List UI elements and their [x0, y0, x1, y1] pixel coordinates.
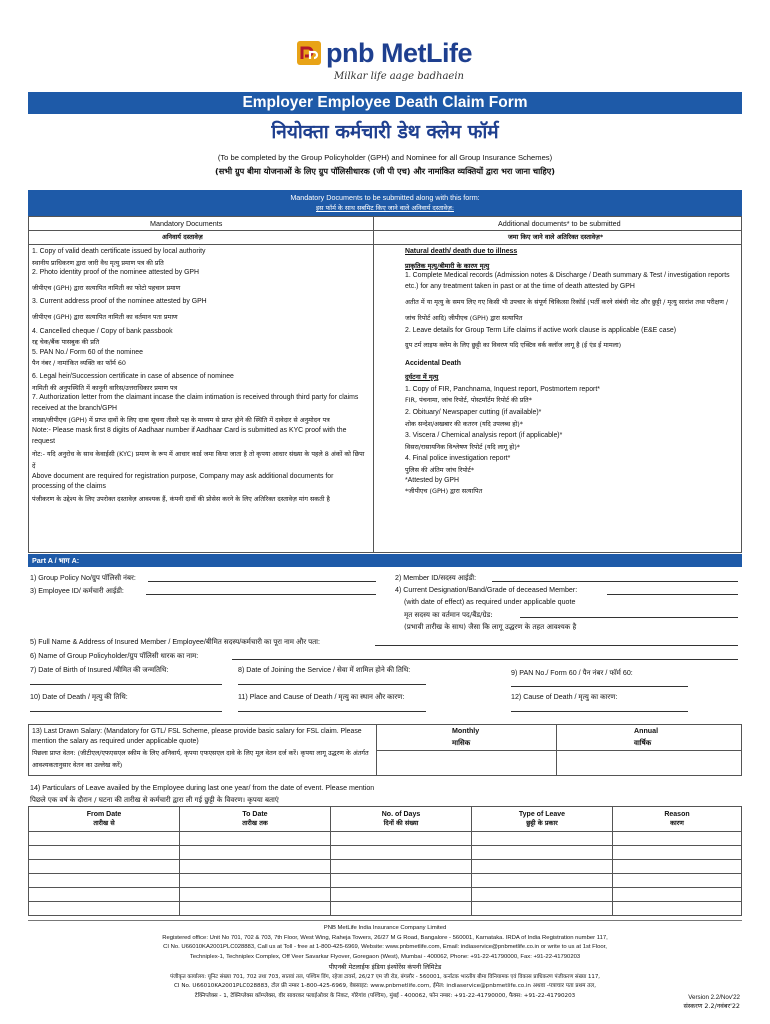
natural-death-head-hi: प्राकृतिक मृत्यु/बीमारी के कारण मृत्यु: [405, 261, 490, 270]
right-acc-3-hi: विसरा/रासायनिक विश्लेषण रिपोर्ट (यदि लागू हो)*: [405, 442, 521, 451]
subtitle-hi: (सभी ग्रुप बीमा योजनाओं के लिए ग्रुप पॉलिसीधारक (जी पी एच) और नामांकित व्यक्तियों द्वारा भरा जाना चाहिए): [214, 166, 555, 176]
kyc-note-en: Note:- Please mask first 8 digits of Aadhaar number if Aadhaar Card is submitted as KYC proof with the request: [32, 427, 347, 445]
attested-en: *Attested by GPH: [405, 476, 460, 484]
left-doc-7-hi: शाखा/जीपीएच (GPH) में प्राप्त दावों के लिए दावा सूचना तीसरे पक्ष के माध्यम से प्राप्त होने की स्थिति में दावेदार से अनुमोदन पत्र: [32, 416, 330, 425]
col-reason: Reason कारण: [613, 807, 742, 832]
place-cause-label: 11) Place and Cause of Death / मृत्यु का स्थान और कारण:: [238, 693, 405, 701]
attested-hi: *जीपीएच (GPH) द्वारा सत्यापित: [405, 487, 483, 496]
right-acc-3-en: 3. Viscera / Chemical analysis report (if applicable)*: [405, 432, 563, 440]
leave-label-hi: पिछले एक वर्ष के दौरान / घटना की तारीख से कर्मचारी द्वारा ली गई छुट्टी के विवरण। कृपया बताएं: [30, 795, 279, 804]
doj-input[interactable]: [238, 684, 426, 685]
dob-input[interactable]: [30, 684, 222, 685]
footer-company: PNB MetLife India Insurance Company Limited: [323, 925, 447, 931]
footer-company-hi: पीएनबी मेटलाईफ इंडिया इंश्योरेंस कंपनी लिमिटेड: [328, 962, 442, 971]
version-hi: संस्करण 2.2/नवंबर'22: [683, 1002, 740, 1010]
table-row[interactable]: [29, 888, 742, 902]
footer-reg-office: Registered office: Unit No 701, 702 & 703, 7th Floor, West Wing, Raheja Towers, 26/27 M G Road, Bangalore - 560001, Karnataka. IRDA of India Registration number 117,: [162, 934, 608, 941]
right-doc-list: [405, 247, 739, 497]
company-logo: [296, 36, 496, 86]
dod-label: 10) Date of Death / मृत्यु की तिथि:: [30, 693, 128, 701]
footer-contact-hi: CI No. U66010KA2001PLC028883, टोल फ्री नम्बर 1-800-425-6969, वेबसाइट: www.pnbmetlife.com, ईमेल: indiaservice@pnbmetlife.co.in अथवा -पत्राचार पता प्रथम तल,: [174, 983, 596, 990]
dob-label: 7) Date of Birth of Insured /बीमित की जन्मतिथि:: [30, 666, 169, 674]
gph-name-input[interactable]: [232, 659, 738, 660]
group-policy-label: 1) Group Policy No/ग्रुप पॉलिसी नंबर:: [30, 574, 136, 582]
insured-name-label: 5) Full Name & Address of Insured Member / Employee/बीमित सदस्य/कर्मचारी का पूरा नाम और पता:: [30, 638, 320, 646]
mandatory-docs-bar: [28, 190, 742, 216]
left-doc-6-hi: नामिती की अनुपस्थिति में कानूनी वारिस/उत्तराधिकार प्रमाण पत्र: [32, 383, 178, 392]
member-id-label: 2) Member ID/सदस्य आईडी:: [395, 574, 477, 582]
pan-label: 9) PAN No./ Form 60 / पैन नंबर / फॉर्म 60:: [511, 669, 633, 677]
cause-input[interactable]: [511, 711, 688, 712]
table-row[interactable]: [29, 846, 742, 860]
salary-label-hi: पिछला प्राप्त वेतन: (जीटीएल/एफएसएल स्कीम के लिए अनिवार्य, कृपया एफएसएल दावे के लिए मूल वेतन दर्ज करें। कृपया लागू उद्धरण के अंतर्गत आवश्यकतानुसार वेतन का उल्लेख करें): [32, 749, 369, 769]
doj-label: 8) Date of Joining the Service / सेवा में शामिल होने की तिथि:: [238, 666, 411, 674]
left-head-en: Mandatory Documents: [150, 219, 223, 228]
footer-contact: CI No. U66010KA2001PLC028883, Call us at Toll - free at 1-800-425-6969, Website: www.pnbmetlife.com, Email: indiaservice@pnbmetlife.co.in or write to us at 1st Floor,: [163, 944, 607, 951]
right-nat-2-hi: ग्रुप टर्म लाइफ क्लेम के लिए छुट्टी का विवरण यदि एक्टिव वर्क क्लॉज लागू है (ई एंड ई मामला): [405, 340, 622, 349]
pnb-logo-icon: [296, 40, 322, 66]
left-doc-1-en: 1. Copy of valid death certificate issued by local authority: [32, 248, 206, 255]
form-title-hi: नियोक्ता कर्मचारी डेथ क्लेम फॉर्म: [271, 121, 499, 143]
right-acc-1-en: 1. Copy of FIR, Panchnama, Inquest report, Postmortem report*: [405, 385, 600, 393]
annual-hi: वार्षिक: [634, 738, 652, 747]
footer-address: Techniplex-1, Techniplex Complex, Off Veer Savarkar Flyover, Goregaon (West), Mumbai - 400062, Phone: +91-22-41790000, Fax: +91-22-41790203: [189, 954, 581, 961]
left-doc-3-hi: जीपीएच (GPH) द्वारा सत्यापित नामिती का वर्तमान पता प्रमाण: [32, 312, 178, 321]
footer-address-hi: टेक्निप्लेक्स - 1, टेक्निप्लेक्स कॉम्प्लेक्स, वीर सावरकर फ्लाईओवर के निकट, गोरेगांव (पश्चिम), मुंबई - 400062, फोन नम्बर: +91-22-41790000, फैक्स: +91-22-41790203: [194, 992, 576, 999]
leave-table-header: [29, 807, 742, 832]
left-doc-5-hi: पैन नंबर / नामांकित व्यक्ति का फॉर्म 60: [32, 359, 126, 368]
left-doc-4-hi: रद्द चेक/बैंक पासबुक की प्रति: [32, 338, 100, 347]
left-doc-7-en: 7. Authorization letter from the claimant incase the claim intimation is received through third party for claims received at the branch/GPH: [32, 394, 359, 412]
table-row[interactable]: [29, 832, 742, 846]
right-nat-1-hi: अतीत में या मृत्यु के समय लिए गए किसी भी उपचार के संपूर्ण चिकित्सा रिकॉर्ड (भर्ती करने संबंधी नोट और छुट्टी / मृत्यु सारांश तथा परीक्षण / जांच रिपोर्ट आदि) जीपीएच (GPH) द्वारा सत्यापित: [405, 298, 729, 323]
subtitle-en: (To be completed by the Group Policyholder (GPH) and Nominee for all Group Insurance Schemes): [217, 153, 553, 162]
employee-id-input[interactable]: [146, 594, 376, 595]
col-from-date: From Date तारीख से: [29, 807, 180, 832]
col-type: Type of Leave छुट्टी के प्रकार: [472, 807, 613, 832]
designation-note-en: (with date of effect) as required under applicable quote: [404, 598, 576, 606]
table-row[interactable]: [29, 874, 742, 888]
left-doc-1-hi: स्थानीय प्राधिकरण द्वारा जारी वैध मृत्यु प्रमाण पत्र की प्रति: [32, 258, 164, 267]
salary-text: [32, 727, 372, 771]
grid-divider: [373, 216, 374, 553]
annual-salary-input[interactable]: [558, 752, 740, 774]
right-acc-2-en: 2. Obituary/ Newspaper cutting (if available)*: [405, 408, 542, 416]
salary-label-en: 13) Last Drawn Salary: (Mandatory for GTL/ FSL Scheme, please provide basic salary for FSL claim. Please mention the salary as required under applicable quote): [32, 728, 362, 745]
left-doc-2-hi: जीपीएच (GPH) द्वारा सत्यापित नामिती का फोटो पहचान प्रमाण: [32, 283, 181, 292]
right-head-hi: जमा किए जाने वाले अतिरिक्त दस्तावेज़*: [508, 233, 604, 241]
col-days: No. of Days दिनों की संख्या: [331, 807, 472, 832]
leave-table: [28, 806, 742, 916]
above-docs-hi: पंजीकरण के उद्देश्य के लिए उपरोक्त दस्तावेज़ आवश्यक हैं, कंपनी दावों की प्रोसेस करने के लिए अतिरिक्त दस्तावेज़ मांग सकती है: [32, 494, 330, 503]
footer-reg-office-hi: पंजीकृत कार्यालय: यूनिट संख्या 701, 702 तथा 703, सातवां तल, पश्चिम विंग, रहेजा टावर्स, 26/27 एम जी रोड, बंगलौर - 560001, कर्नाटक भारतीय बीमा विनियामक एवं विकास प्राधिकरण पंजीकरण संख्या 117,: [170, 973, 600, 980]
dod-input[interactable]: [30, 711, 222, 712]
right-acc-2-hi: शोक सन्देश/अखबार की कतरन (यदि उपलब्ध हो)*: [405, 419, 523, 428]
group-policy-input[interactable]: [148, 581, 376, 582]
insured-name-input[interactable]: [375, 645, 738, 646]
place-cause-input[interactable]: [238, 711, 426, 712]
gph-name-label: 6) Name of Group Policyholder/ग्रुप पॉलिसी धारक का नाम:: [30, 652, 199, 660]
left-doc-list: [32, 247, 368, 506]
mandatory-bar-hi: इस फॉर्म के साथ सबमिट किए जाने वाले अनिवार्य दस्तावेज़:: [316, 204, 454, 212]
monthly-salary-input[interactable]: [378, 752, 554, 774]
right-acc-4-hi: पुलिस की अंतिम जांच रिपोर्ट*: [405, 465, 475, 474]
col-to-date: To Date तारीख तक: [180, 807, 331, 832]
pan-input[interactable]: [511, 686, 688, 687]
mandatory-bar-en: Mandatory Documents to be submitted along with this form:: [290, 193, 480, 202]
accidental-head-hi: दुर्घटना में मृत्यु: [405, 373, 439, 382]
right-nat-2-en: 2. Leave details for Group Term Life claims if active work clause is applicable (E&E case): [405, 327, 677, 335]
left-doc-3-en: 3. Current address proof of the nominee attested by GPH: [32, 298, 207, 306]
table-row[interactable]: [29, 902, 742, 916]
footer-divider: [28, 920, 742, 921]
cause-label: 12) Cause of Death / मृत्यु का कारण:: [511, 693, 618, 701]
left-doc-5-en: 5. PAN No./ Form 60 of the nominee: [32, 348, 143, 356]
above-docs-en: Above document are required for registration purpose, Company may ask additional documents for processing of the claims: [32, 472, 334, 491]
designation-note-hi: (प्रभावी तारीख के साथ) जैसा कि लागू उद्धरण के तहत आवश्यक है: [404, 622, 577, 631]
left-doc-2-en: 2. Photo identity proof of the nominee attested by GPH: [32, 269, 200, 277]
brand-name: pnb MetLife: [326, 38, 472, 68]
monthly-en: Monthly: [452, 727, 480, 735]
kyc-note-hi: नोट:- यदि अनुरोध के साथ केवाईसी (KYC) प्रमाण के रूप में आधार कार्ड जमा किया जाता है तो कृपया आधार संख्या के पहले 8 अंकों को छिपा दें: [32, 449, 365, 470]
grid-line: [28, 244, 742, 245]
salary-row-line: [376, 750, 742, 751]
employee-id-label: 3) Employee ID/ कर्मचारी आईडी:: [30, 587, 124, 595]
left-doc-6-en: 6. Legal heir/Succession certificate in case of absence of nominee: [32, 372, 234, 380]
part-a-header: Part A / भाग A:: [28, 554, 742, 567]
accidental-head-en: Accidental Death: [405, 359, 461, 367]
version-en: Version 2.2/Nov'22: [688, 994, 740, 1001]
designation-input-hi[interactable]: [520, 617, 738, 618]
right-head-en: Additional documents* to be submitted: [498, 219, 621, 228]
grid-line: [28, 230, 742, 231]
monthly-hi: मासिक: [452, 738, 471, 747]
right-nat-1-en: 1. Complete Medical records (Admission notes & Discharge / Death summary & Test / investigation reports etc.) for any treatment taken in past or at the time of death attested by GPH: [405, 272, 730, 290]
form-title-en: Employer Employee Death Claim Form: [28, 92, 742, 114]
brand-tagline: Milkar life aage badhaein: [334, 71, 464, 82]
natural-death-head-en: Natural death/ death due to illness: [405, 248, 518, 255]
footer: [0, 924, 770, 1002]
left-doc-4-en: 4. Cancelled cheque / Copy of bank passbook: [32, 327, 173, 335]
designation-input[interactable]: [607, 594, 738, 595]
left-head-hi: अनिवार्य दस्तावेज़: [162, 233, 203, 241]
version: [683, 993, 740, 1011]
designation-label-hi: मृत सदस्य का वर्तमान पद/बैंड/ग्रेड:: [404, 610, 493, 619]
table-row[interactable]: [29, 860, 742, 874]
right-acc-4-en: 4. Final police investigation report*: [405, 455, 511, 463]
right-acc-1-hi: FIR, पंचनामा, जांच रिपोर्ट, पोस्टमॉर्टम रिपोर्ट की प्रति*: [405, 396, 532, 405]
leave-label-en: 14) Particulars of Leave availed by the Employee during last one year/ from the date of event. Please mention: [30, 784, 375, 792]
designation-label: 4) Current Designation/Band/Grade of deceased Member:: [395, 586, 578, 594]
member-id-input[interactable]: [492, 581, 738, 582]
annual-en: Annual: [634, 727, 659, 735]
